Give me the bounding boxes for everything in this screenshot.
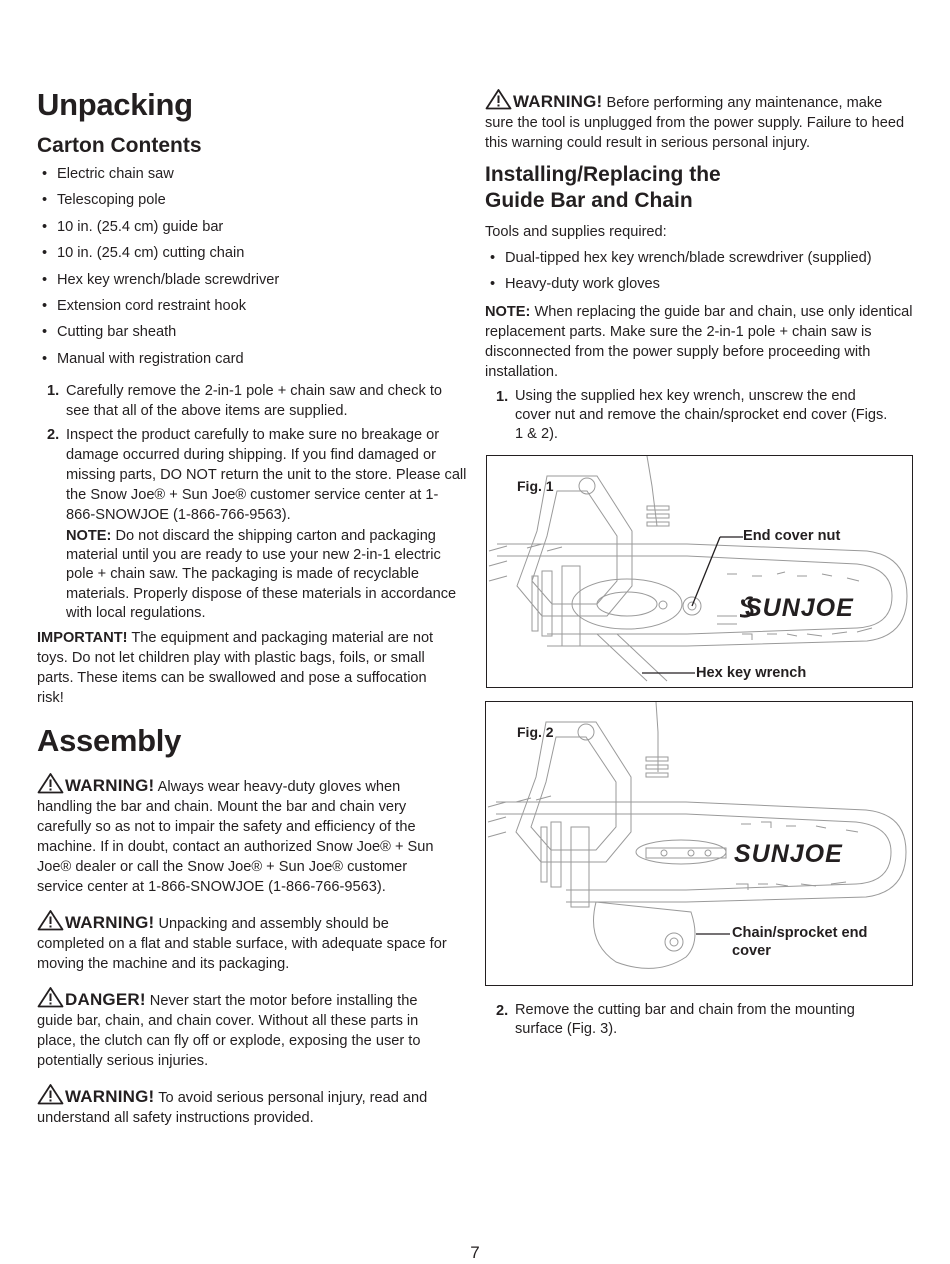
figure-2-brand-logo: SUNJOE	[734, 840, 843, 868]
important-text: The equipment and packaging material are not toys. Do not let children play with plastic bags, foils, or small parts. These items can be swallowed and pose a suffocation risk!	[37, 630, 434, 706]
unpacking-heading: Unpacking	[37, 87, 193, 122]
warning-text: To avoid serious personal injury, read and understand all safety instructions provided.	[37, 1090, 428, 1126]
page-number: 7	[470, 1243, 480, 1262]
carton-contents-heading: Carton Contents	[37, 134, 202, 157]
note-text: When replacing the guide bar and chain, use only identical replacement parts. Make sure the 2-in-1 pole + chain saw is disconnected from the power supply before proceeding with installation.	[485, 304, 913, 380]
warning-text: Always wear heavy-duty gloves when handling the bar and chain. Mount the bar and chain very carefully so as not to impair the safety and efficiency of the machine. If in doubt, contact an authorized Snow Joe® + Sun Joe® dealer or call the Snow Joe® + Sun Joe® customer service center at 1-866-SNOWJOE (1-866-766-9563).	[37, 779, 434, 895]
warning-text: Before performing any maintenance, make sure the tool is unplugged from the power supply. Failure to heed this warning could result in serious personal injury.	[485, 95, 905, 151]
list-item: • Electric chain saw	[37, 164, 467, 184]
warning-text: Unpacking and assembly should be completed on a flat and stable surface, with adequate space for moving the machine and its packaging.	[37, 916, 447, 972]
step-1-number: 1.	[47, 383, 60, 399]
step-1-number: 1.	[496, 389, 509, 405]
warning-label: WARNING!	[65, 1087, 155, 1106]
important-label: IMPORTANT!	[37, 630, 128, 646]
warning-safety-paragraph	[37, 1083, 457, 1128]
warning-triangle-icon	[37, 772, 64, 794]
installing-heading-line1: Installing/Replacing the	[485, 163, 721, 186]
list-item: • Dual-tipped hex key wrench/blade screwdriver (supplied)	[485, 248, 915, 268]
carton-contents-list	[37, 164, 467, 375]
note-paragraph	[66, 527, 471, 623]
step-2-text: Inspect the product carefully to make sure no breakage or damage occurred during shipping. If you find damaged or missing parts, DO NOT return the unit to the store. Please call the Snow Joe® + Sun Joe® customer service center at 1-866-SNOWJOE (1-866-766-9563).	[66, 427, 467, 523]
callout-line2: cover	[732, 943, 771, 959]
installing-heading	[485, 162, 721, 215]
figure-1-label: Fig. 1	[517, 478, 554, 494]
step-1-text: Carefully remove the 2-in-1 pole + chain saw and check to see that all of the above items are supplied.	[66, 383, 442, 419]
end-cover-nut-callout: End cover nut	[743, 528, 841, 544]
warning-surface-paragraph	[37, 909, 457, 974]
danger-text: Never start the motor before installing the guide bar, chain, and chain cover. Without all these parts in place, the clutch can fly off or explode, exposing the user to potentially serious injuries.	[37, 993, 421, 1069]
list-item: • Hex key wrench/blade screwdriver	[37, 270, 467, 290]
hex-key-wrench-callout: Hex key wrench	[696, 665, 807, 681]
tools-list	[485, 248, 915, 301]
warning-label: WARNING!	[513, 92, 603, 111]
list-item: • Heavy-duty work gloves	[485, 274, 915, 294]
callout-line1: Chain/sprocket end	[732, 925, 868, 941]
step-2-number: 2.	[47, 427, 60, 443]
step-2-text: Remove the cutting bar and chain from the mounting surface (Fig. 3).	[515, 1002, 855, 1037]
tools-intro: Tools and supplies required:	[485, 224, 667, 240]
danger-label: DANGER!	[65, 990, 146, 1009]
warning-triangle-icon	[37, 1083, 64, 1105]
list-item: • 10 in. (25.4 cm) cutting chain	[37, 243, 467, 263]
warning-maintenance-paragraph	[485, 88, 910, 153]
important-paragraph	[37, 628, 452, 708]
list-item: • Cutting bar sheath	[37, 322, 467, 342]
warning-label: WARNING!	[65, 913, 155, 932]
step-2-number: 2.	[496, 1003, 509, 1019]
note-text: Do not discard the shipping carton and packaging material until you are ready to use your new 2-in-1 electric pole + chain saw. The packaging is made of recyclable materials. Properly dispose of these materials in accordance with local regulations.	[66, 528, 457, 621]
note-label: NOTE:	[485, 304, 531, 320]
installing-heading-line2: Guide Bar and Chain	[485, 189, 693, 213]
list-item: • Telescoping pole	[37, 190, 467, 210]
warning-triangle-icon	[37, 986, 64, 1008]
warning-gloves-paragraph	[37, 772, 457, 897]
note-label: NOTE:	[66, 528, 112, 544]
figure-2	[485, 701, 913, 986]
warning-label: WARNING!	[65, 776, 155, 795]
step-1-text: Using the supplied hex key wrench, unscrew the end cover nut and remove the chain/sprocket end cover (Figs. 1 & 2).	[515, 388, 888, 442]
chain-sprocket-end-cover-callout	[732, 924, 867, 960]
figure-2-label: Fig. 2	[517, 724, 554, 740]
assembly-heading: Assembly	[37, 723, 182, 758]
warning-triangle-icon	[37, 909, 64, 931]
figure-1-brand-logo: SUNJOE	[745, 594, 854, 622]
note-paragraph	[485, 302, 913, 382]
figure-1	[486, 455, 913, 688]
list-item: • Manual with registration card	[37, 349, 467, 369]
danger-paragraph	[37, 986, 457, 1071]
list-item: • Extension cord restraint hook	[37, 296, 467, 316]
list-item: • 10 in. (25.4 cm) guide bar	[37, 217, 467, 237]
warning-triangle-icon	[485, 88, 512, 110]
